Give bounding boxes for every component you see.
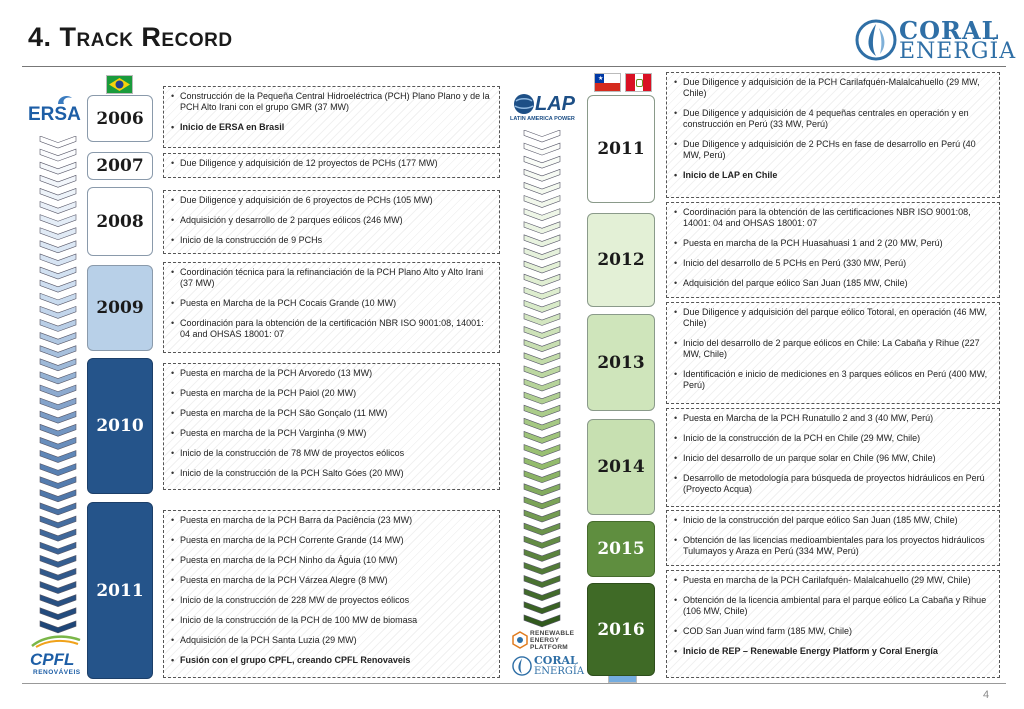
list-item: • Obtención de la licencia ambiental para el parque eólico La Cabaña y Rihue (106 MW, Chile) [683, 595, 993, 617]
chevron-mark [524, 510, 560, 522]
year-2008-left [87, 187, 153, 256]
left-box-2006 [163, 86, 500, 148]
chevron-mark [40, 398, 76, 410]
left-box-2011 [163, 510, 500, 678]
footer-divider [22, 683, 1006, 684]
list-item: • Inicio del desarrollo de 2 parque eólicos en Chile: La Cabaña y Rihue (227 MW, Chile) [683, 338, 993, 360]
list-item: • Puesta en marcha de la PCH Carilafquén- Malalcahuello (29 MW, Chile) [683, 575, 993, 586]
list-item: • Puesta en Marcha de la PCH Runatullo 2 and 3 (40 MW, Perú) [683, 413, 993, 424]
year-label: 2011 [96, 580, 144, 601]
list-item: • Coordinación técnica para la refinanciación de la PCH Plano Alto y Alto Irani (37 MW) [180, 267, 493, 289]
chevron-mark [40, 385, 76, 397]
chevron-mark [524, 549, 560, 561]
year-2006-left [87, 95, 153, 142]
chevron-mark [40, 582, 76, 594]
year-2007-left [87, 152, 153, 180]
list-item: • Puesta en marcha de la PCH Ninho da Águia (10 MW) [180, 555, 493, 566]
chevron-mark [40, 136, 76, 148]
list-item: • Due Diligence y adquisición de 12 proyectos de PCHs (177 MW) [180, 158, 493, 169]
chevron-mark [524, 327, 560, 339]
rep-word-2: ENERGY [530, 637, 560, 644]
chevron-mark [40, 293, 76, 305]
list-item: • Inicio de la construcción de la PCH en Chile (29 MW, Chile) [683, 433, 993, 444]
chevron-mark [40, 424, 76, 436]
year-label: 2008 [96, 211, 144, 232]
right-box-2013 [666, 302, 1000, 404]
chevron-mark [524, 471, 560, 483]
year-2012-right [587, 213, 655, 307]
list-item: • Puesta en marcha de la PCH Várzea Alegre (8 MW) [180, 575, 493, 586]
list-item: • Puesta en marcha de la PCH Barra da Paciência (23 MW) [180, 515, 493, 526]
ersa-wordmark: ERSA [28, 104, 81, 125]
coral-energia-logo-bottom [512, 654, 592, 680]
chevron-mark [524, 589, 560, 601]
chevron-mark [40, 175, 76, 187]
chevron-mark [40, 437, 76, 449]
chevron-mark [40, 411, 76, 423]
chevron-mark [40, 215, 76, 227]
cpfl-arc-icon [30, 634, 82, 648]
chevron-mark [524, 431, 560, 443]
chevron-mark [40, 568, 76, 580]
list-item: • Fusión con el grupo CPFL, creando CPFL Renovaveis [180, 655, 493, 666]
cpfl-renovaveis-logo [26, 634, 86, 680]
chile-flag-icon: ★ [594, 73, 621, 92]
chevron-mark [40, 464, 76, 476]
chevron-mark [40, 306, 76, 318]
chevron-mark [524, 143, 560, 155]
coral-word: CORAL [899, 16, 1000, 45]
list-item: • Puesta en marcha de la PCH Varginha (9 MW) [180, 428, 493, 439]
list-item: • Puesta en marcha de la PCH Huasahuasi 1 and 2 (20 MW, Perú) [683, 238, 993, 249]
chevron-mark [40, 555, 76, 567]
chevron-mark [524, 418, 560, 430]
coral-drop-icon [855, 18, 897, 62]
brazil-flag-icon [106, 75, 133, 94]
cpfl-wordmark: CPFL [30, 650, 75, 669]
chevron-mark [524, 300, 560, 312]
list-item: • Obtención de las licencias medioambientales para los proyectos hidráulicos Tulumayos y Araza en Perú (334 MW, Perú) [683, 535, 993, 557]
right-box-2015 [666, 510, 1000, 566]
list-item: • Inicio de la construcción de 9 PCHs [180, 235, 493, 246]
lap-globe-icon [511, 93, 537, 115]
chevron-mark [524, 615, 560, 627]
energia-word: ENERGÍA [899, 39, 1017, 64]
rep-word-3: PLATFORM [530, 644, 569, 651]
chevron-mark [524, 562, 560, 574]
chevron-mark [524, 209, 560, 221]
year-label: 2016 [597, 619, 645, 640]
left-box-2009 [163, 262, 500, 353]
list-item: • Inicio de la construcción de la PCH de 100 MW de biomasa [180, 615, 493, 626]
chevron-mark [40, 372, 76, 384]
list-item: • Adquisición del parque eólico San Juan (185 MW, Chile) [683, 278, 993, 289]
chevron-mark [524, 313, 560, 325]
chevron-mark [524, 497, 560, 509]
peru-flag-icon [625, 73, 652, 92]
title-divider [22, 66, 1006, 67]
chevron-mark [40, 241, 76, 253]
list-item: • Inicio del desarrollo de un parque solar en Chile (96 MW, Chile) [683, 453, 993, 464]
chevron-mark [40, 490, 76, 502]
chevron-mark [40, 149, 76, 161]
list-item: • Puesta en marcha de la PCH Arvoredo (13 MW) [180, 368, 493, 379]
chevron-mark [524, 274, 560, 286]
chevron-mark [524, 235, 560, 247]
chevron-mark [40, 516, 76, 528]
year-2013-right [587, 314, 655, 411]
chevron-mark [40, 202, 76, 214]
list-item: • Puesta en marcha de la PCH Paiol (20 MW) [180, 388, 493, 399]
coral-word-small: CORAL [534, 654, 578, 667]
chevron-mark [524, 602, 560, 614]
right-box-2016 [666, 570, 1000, 678]
chevron-mark [524, 222, 560, 234]
chevron-mark [40, 503, 76, 515]
chevron-mark [524, 353, 560, 365]
chevron-mark [40, 319, 76, 331]
chevron-mark [524, 182, 560, 194]
left-chevron-timeline [38, 136, 82, 634]
chevron-mark [40, 254, 76, 266]
chevron-mark [524, 392, 560, 404]
list-item: • Construcción de la Pequeña Central Hidroeléctrica (PCH) Plano Plano y de la PCH Alto Irani con el grupo GMR (37 MW) [180, 91, 493, 113]
left-box-2010 [163, 363, 500, 490]
year-2010-left [87, 358, 153, 494]
left-box-2007 [163, 153, 500, 178]
list-item: • Due Diligence y adquisición de 4 pequeñas centrales en operación y en construcción en Perú (33 MW, Perú) [683, 108, 993, 130]
chevron-mark [40, 621, 76, 633]
right-box-2011 [666, 72, 1000, 198]
chevron-mark [524, 536, 560, 548]
chevron-mark [524, 340, 560, 352]
chevron-mark [40, 333, 76, 345]
rep-logo [512, 628, 592, 652]
list-item: • Due Diligence y adquisición de 6 proyectos de PCHs (105 MW) [180, 195, 493, 206]
chevron-mark [524, 366, 560, 378]
list-item: • Inicio de LAP en Chile [683, 170, 993, 181]
coral-drop-small-icon [512, 655, 532, 677]
lap-sub: LATIN AMERICA POWER [510, 116, 575, 122]
page-title [28, 22, 233, 53]
rep-word-1: RENEWABLE [530, 630, 575, 637]
lap-wordmark: LAP [535, 93, 575, 115]
year-label: 2006 [96, 108, 144, 129]
left-box-2008 [163, 190, 500, 254]
list-item: • Due Diligence y adquisición de la PCH Carilafquén-Malalcahuello (29 MW, Chile) [683, 77, 993, 99]
year-label: 2007 [96, 156, 144, 176]
chevron-mark [40, 529, 76, 541]
year-label: 2014 [597, 457, 645, 477]
list-item: • Inicio de REP – Renewable Energy Platform y Coral Energía [683, 646, 993, 657]
energia-word-small: ENERGÍA [534, 666, 585, 677]
coral-energia-logo-top [855, 18, 1015, 64]
chevron-mark [40, 162, 76, 174]
list-item: • Adquisición de la PCH Santa Luzia (29 MW) [180, 635, 493, 646]
chevron-mark [524, 523, 560, 535]
list-item: • Inicio de la construcción de 78 MW de proyectos eólicos [180, 448, 493, 459]
page-number: 4 [983, 689, 990, 701]
list-item: • Puesta en marcha de la PCH São Gonçalo (11 MW) [180, 408, 493, 419]
chevron-mark [40, 608, 76, 620]
right-box-2014 [666, 408, 1000, 507]
chevron-mark [524, 261, 560, 273]
chevron-mark [40, 280, 76, 292]
year-label: 2013 [597, 352, 645, 373]
year-label: 2010 [96, 416, 144, 436]
ersa-logo [26, 92, 81, 128]
year-2011-right [587, 95, 655, 203]
list-item: • Identificación e inicio de mediciones en 3 parques eólicos en Perú (400 MW, Perú) [683, 369, 993, 391]
list-item: • Puesta en marcha de la PCH Corrente Grande (14 MW) [180, 535, 493, 546]
chevron-mark [40, 477, 76, 489]
list-item: • Coordinación para la obtención de la certificación NBR ISO 9001:08, 14001: 04 and OHSAS 18001: 07 [180, 318, 493, 340]
year-2009-left [87, 265, 153, 351]
year-2011-left [87, 502, 153, 679]
year-2016-right [587, 583, 655, 676]
right-chevron-timeline [522, 130, 566, 628]
list-item: • COD San Juan wind farm (185 MW, Chile) [683, 626, 993, 637]
list-item: • Adquisición y desarrollo de 2 parques eólicos (246 MW) [180, 215, 493, 226]
chevron-mark [524, 287, 560, 299]
right-box-2012 [666, 202, 1000, 298]
chevron-mark [40, 228, 76, 240]
list-item: • Inicio de la construcción de la PCH Salto Góes (20 MW) [180, 468, 493, 479]
year-2014-right [587, 419, 655, 515]
chevron-mark [524, 576, 560, 588]
chevron-mark [40, 595, 76, 607]
list-item: • Coordinación para la obtención de las certificaciones NBR ISO 9001:08, 14001: 04 and OHSAS 18001: 07 [683, 207, 993, 229]
chevron-mark [524, 445, 560, 457]
list-item: • Due Diligence y adquisición de 2 PCHs en fase de desarrollo en Perú (40 MW, Perú) [683, 139, 993, 161]
list-item: • Inicio de la construcción del parque eólico San Juan (185 MW, Chile) [683, 515, 993, 526]
list-item: • Inicio de ERSA en Brasil [180, 122, 493, 133]
chevron-mark [524, 156, 560, 168]
year-label: 2015 [597, 539, 645, 559]
list-item: • Inicio de la construcción de 228 MW de proyectos eólicos [180, 595, 493, 606]
list-item: • Desarrollo de metodología para búsqueda de proyectos hidráulicos en Perú (Proyecto Acqua) [683, 473, 993, 495]
list-item: • Inicio del desarrollo de 5 PCHs en Perú (330 MW, Perú) [683, 258, 993, 269]
chevron-mark [524, 196, 560, 208]
year-label: 2012 [597, 250, 645, 270]
year-label: 2009 [96, 298, 144, 318]
chevron-mark [524, 379, 560, 391]
chevron-mark [524, 130, 560, 142]
chevron-mark [40, 267, 76, 279]
chevron-mark [524, 405, 560, 417]
title-text: Track Record [59, 22, 233, 52]
cpfl-sub: RENOVÁVEIS [33, 669, 81, 676]
year-2015-right [587, 521, 655, 577]
list-item: • Due Diligence y adquisición del parque eólico Totoral, en operación (46 MW, Chile) [683, 307, 993, 329]
chevron-mark [40, 542, 76, 554]
rep-leaf-icon [512, 631, 528, 649]
chevron-mark [524, 458, 560, 470]
chevron-mark [40, 188, 76, 200]
lap-logo [507, 93, 583, 125]
chevron-mark [40, 451, 76, 463]
chevron-mark [40, 359, 76, 371]
year-label: 2011 [597, 139, 645, 159]
list-item: • Puesta en Marcha de la PCH Cocais Grande (10 MW) [180, 298, 493, 309]
chevron-mark [524, 484, 560, 496]
chevron-mark [524, 248, 560, 260]
chevron-mark [524, 169, 560, 181]
title-number: 4. [28, 22, 52, 52]
chevron-mark [40, 346, 76, 358]
